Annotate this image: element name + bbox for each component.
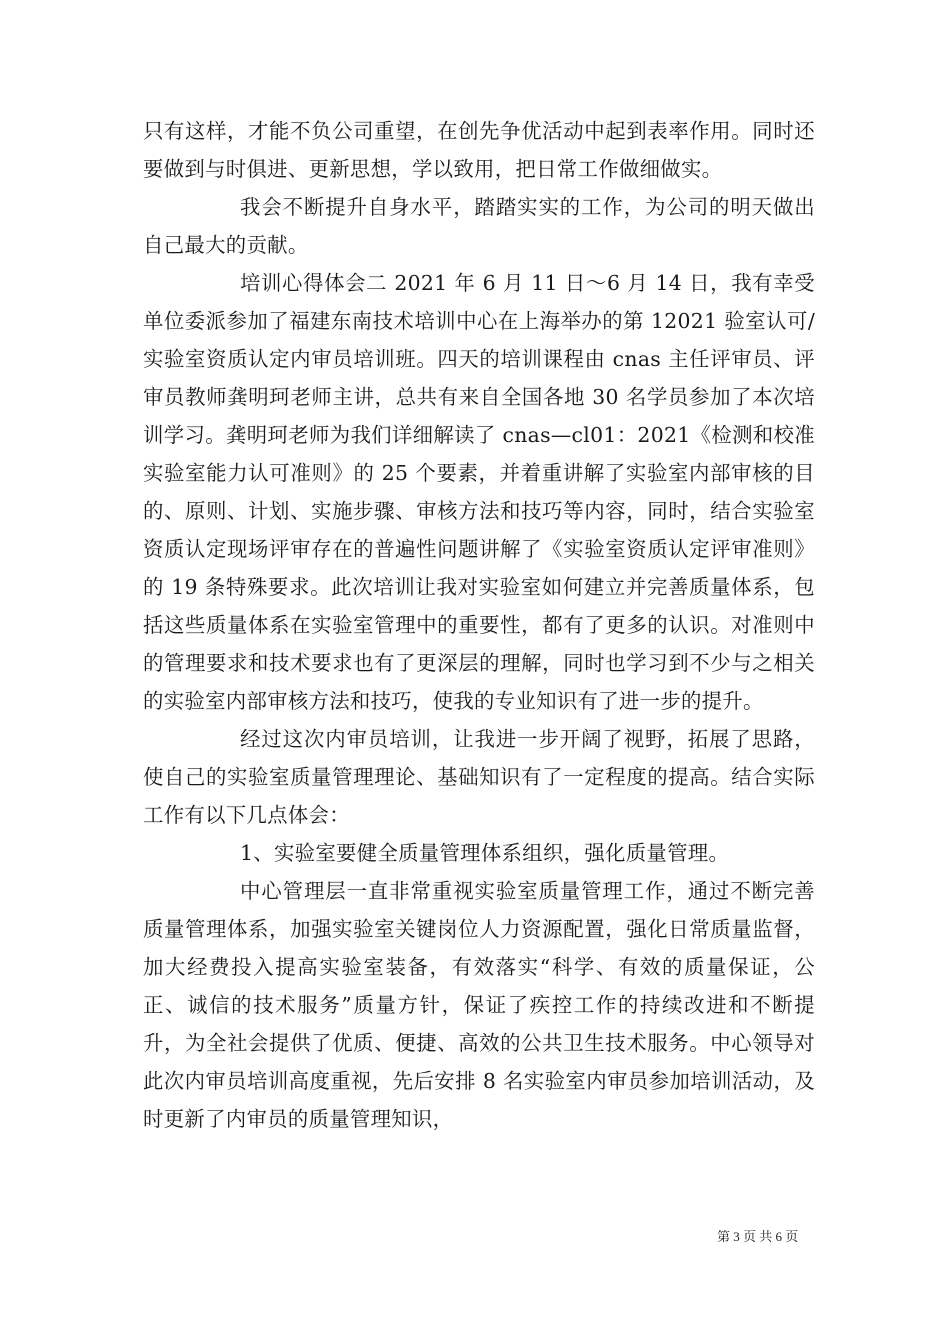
document-body bbox=[143, 112, 815, 1138]
paragraph-6: 中心管理层一直非常重视实验室质量管理工作，通过不断完善质量管理体系，加强实验室关键岗位人力资源配置，强化日常质量监督，加大经费投入提高实验室装备，有效落实“科学、有效的质量保证，公正、诚信的技术服务”质量方针，保证了疾控工作的持续改进和不断提升，为全社会提供了优质、便捷、高效的公共卫生技术服务。中心领导对此次内审员培训高度重视，先后安排 8 名实验室内审员参加培训活动，及时更新了内审员的质量管理知识， bbox=[143, 879, 815, 1131]
paragraph-4: 经过这次内审员培训，让我进一步开阔了视野，拓展了思路，使自己的实验室质量管理理论、基础知识有了一定程度的提高。结合实际工作有以下几点体会： bbox=[143, 727, 815, 827]
page-number-label: 第 3 页 共 6 页 bbox=[717, 1229, 799, 1244]
paragraph-3: 培训心得体会二 2021 年 6 月 11 日～6 月 14 日，我有幸受单位委派参加了福建东南技术培训中心在上海举办的第 12021 验室认可/实验室资质认定内审员培训班。四天的培训课程由 cnas 主任评审员、评审员教师龚明珂老师主讲，总共有来自全国各地 30 名学员参加了本次培训学习。龚明珂老师为我们详细解读了 cnas—cl01：2021《检测和校准实验室能力认可准则》的 25 个要素，并着重讲解了实验室内部审核的目的、原则、计划、实施步骤、审核方法和技巧等内容，同时，结合实验室资质认定现场评审存在的普遍性问题讲解了《实验室资质认定评审准则》的 19 条特殊要求。此次培训让我对实验室如何建立并完善质量体系，包括这些质量体系在实验室管理中的重要性，都有了更多的认识。对准则中的管理要求和技术要求也有了更深层的理解，同时也学习到不少与之相关的实验室内部审核方法和技巧，使我的专业知识有了进一步的提升。 bbox=[143, 271, 815, 713]
paragraph-1: 只有这样，才能不负公司重望，在创先争优活动中起到表率作用。同时还要做到与时俱进、更新思想，学以致用，把日常工作做细做实。 bbox=[143, 119, 815, 181]
paragraph-2: 我会不断提升自身水平，踏踏实实的工作，为公司的明天做出自己最大的贡献。 bbox=[143, 195, 815, 257]
paragraph-5: 1、实验室要健全质量管理体系组织，强化质量管理。 bbox=[240, 841, 730, 865]
